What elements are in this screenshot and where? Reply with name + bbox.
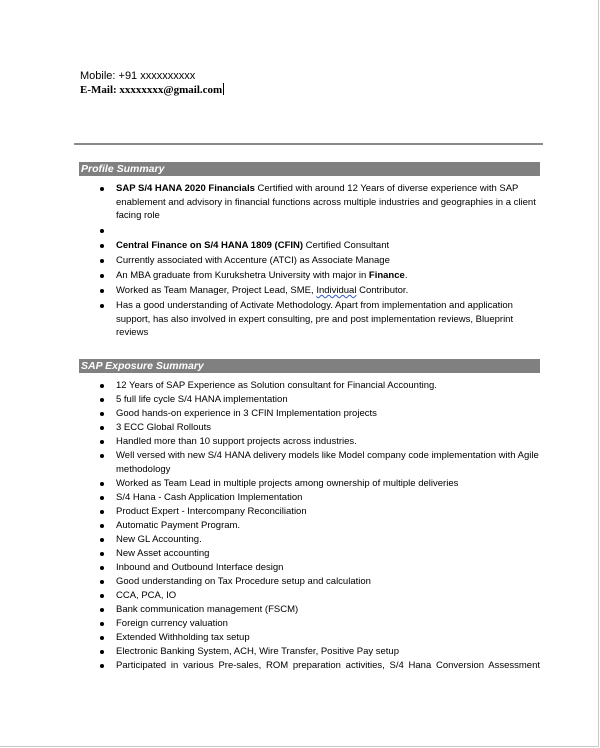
- list-item: Product Expert - Intercompany Reconciliation: [100, 505, 540, 519]
- horizontal-rule: [74, 143, 543, 145]
- sap-exposure-summary-heading: SAP Exposure Summary: [79, 359, 540, 373]
- list-item: [100, 239, 540, 253]
- email-line[interactable]: [80, 83, 224, 97]
- list-item: [100, 269, 540, 283]
- list-item: [100, 254, 540, 268]
- list-item: 5 full life cycle S/4 HANA implementation: [100, 393, 540, 407]
- list-item: New Asset accounting: [100, 547, 540, 561]
- item-text: Currently associated with Accenture (ATCI) as Associate Manage: [116, 255, 390, 266]
- list-item: [100, 299, 540, 340]
- list-item: Good hands-on experience in 3 CFIN Implementation projects: [100, 407, 540, 421]
- spellcheck-flagged-word[interactable]: Individual: [316, 285, 357, 296]
- list-item: Worked as Team Lead in multiple projects among ownership of multiple deliveries: [100, 477, 540, 491]
- profile-summary-list: [100, 182, 540, 341]
- list-item: S/4 Hana - Cash Application Implementation: [100, 491, 540, 505]
- list-item-empty: [100, 224, 540, 238]
- item-text: An MBA graduate from Kurukshetra University with major in: [116, 270, 369, 281]
- email-address[interactable]: E-Mail: xxxxxxxx@gmail.com: [80, 84, 223, 96]
- list-item: Electronic Banking System, ACH, Wire Transfer, Positive Pay setup: [100, 645, 540, 659]
- list-item: Handled more than 10 support projects across industries.: [100, 435, 540, 449]
- list-item: Automatic Payment Program.: [100, 519, 540, 533]
- mobile-number: Mobile: +91 xxxxxxxxxx: [80, 70, 196, 82]
- list-item: Foreign currency valuation: [100, 617, 540, 631]
- item-text: Worked as Team Manager, Project Lead, SME,: [116, 285, 317, 296]
- list-item: Bank communication management (FSCM): [100, 603, 540, 617]
- item-text: Contributor.: [356, 285, 409, 296]
- list-item: Good understanding on Tax Procedure setup and calculation: [100, 575, 540, 589]
- list-item: New GL Accounting.: [100, 533, 540, 547]
- item-text: Certified Consultant: [303, 240, 390, 251]
- list-item: [100, 182, 540, 223]
- bold-text: Central Finance on S/4 HANA 1809 (CFIN): [116, 240, 304, 251]
- list-item: Extended Withholding tax setup: [100, 631, 540, 645]
- item-text: Has a good understanding of Activate Methodology. Apart from implementation and application support, has also involved in expert consulting, pre and post implementation reviews, Blueprint reviews: [116, 300, 514, 338]
- list-item: 3 ECC Global Rollouts: [100, 421, 540, 435]
- list-item: 12 Years of SAP Experience as Solution consultant for Financial Accounting.: [100, 379, 540, 393]
- contact-block: [80, 69, 224, 97]
- item-text: Certified with around 12 Years of diverse experience with SAP enablement and advisory in financial functions across multiple industries and geographies in a client facing role: [116, 183, 536, 221]
- item-text: .: [404, 270, 408, 281]
- bold-text: SAP S/4 HANA 2020 Financials: [116, 183, 255, 194]
- profile-summary-heading: Profile Summary: [79, 162, 540, 176]
- bold-text: Finance: [368, 270, 405, 281]
- text-cursor: [223, 83, 224, 95]
- list-item: Well versed with new S/4 HANA delivery models like Model company code implementation with Agile methodology: [100, 449, 540, 476]
- list-item: [100, 284, 540, 298]
- list-item: CCA, PCA, IO: [100, 589, 540, 603]
- list-item: Inbound and Outbound Interface design: [100, 561, 540, 575]
- list-item: Participated in various Pre-sales, ROM preparation activities, S/4 Hana Conversion Assessment: [100, 659, 540, 673]
- sap-exposure-summary-list: [100, 379, 540, 673]
